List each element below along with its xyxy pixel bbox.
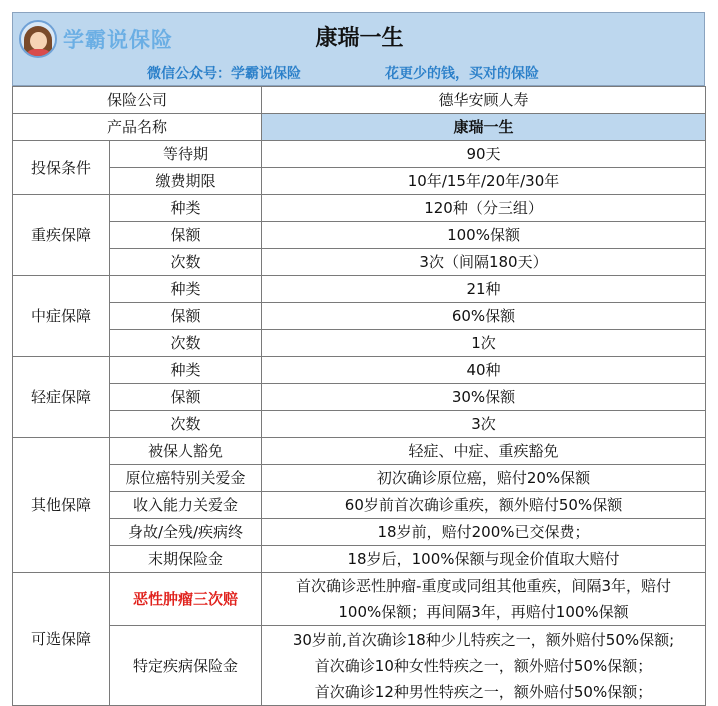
other-item-label: 原位癌特别关爱金 xyxy=(110,465,262,492)
brand-name: 学霸说保险 xyxy=(63,28,173,52)
insure-category: 投保条件 xyxy=(13,141,110,195)
table-row xyxy=(13,168,706,195)
table-row xyxy=(13,465,706,492)
table-row xyxy=(13,87,706,114)
other-item-value: 18岁后，100%保额与现金价值取大赔付 xyxy=(262,546,706,573)
critical-category: 重疾保障 xyxy=(13,195,110,276)
other-category: 其他保障 xyxy=(13,438,110,573)
disease-rider-line: 首次确诊12种男性特疾之一，额外赔付50%保额； xyxy=(314,682,653,701)
product-label: 产品名称 xyxy=(13,114,262,141)
other-item-value: 18岁前，赔付200%已交保费； xyxy=(262,519,706,546)
mild-category: 轻症保障 xyxy=(13,357,110,438)
insure-item-value: 10年/15年/20年/30年 xyxy=(262,168,706,195)
critical-item-value: 3次（间隔180天） xyxy=(262,249,706,276)
product-value: 康瑞一生 xyxy=(262,114,706,141)
mild-item-value: 3次 xyxy=(262,411,706,438)
table-row xyxy=(13,438,706,465)
disease-rider-line: 首次确诊10种女性特疾之一，额外赔付50%保额； xyxy=(314,656,653,675)
mild-item-value: 30%保额 xyxy=(262,384,706,411)
cancer-rider-value xyxy=(262,573,706,626)
other-item-value: 轻症、中症、重疾豁免 xyxy=(262,438,706,465)
critical-item-value: 100%保额 xyxy=(262,222,706,249)
moderate-item-value: 1次 xyxy=(262,330,706,357)
moderate-item-label: 次数 xyxy=(110,330,262,357)
other-item-label: 身故/全残/疾病终 xyxy=(110,519,262,546)
table-row xyxy=(13,573,706,626)
moderate-item-value: 60%保额 xyxy=(262,303,706,330)
table-row xyxy=(13,249,706,276)
mild-item-label: 保额 xyxy=(110,384,262,411)
insure-item-label: 缴费期限 xyxy=(110,168,262,195)
disease-rider-value xyxy=(262,626,706,706)
company-value: 德华安顾人寿 xyxy=(262,87,706,114)
critical-item-value: 120种（分三组） xyxy=(262,195,706,222)
table-row xyxy=(13,141,706,168)
insure-item-label: 等待期 xyxy=(110,141,262,168)
sheet-header xyxy=(12,12,705,86)
table-row xyxy=(13,626,706,706)
disease-rider-line: 30岁前,首次确诊18种少儿特疾之一，额外赔付50%保额; xyxy=(292,630,675,649)
disease-rider-label: 特定疾病保险金 xyxy=(110,626,262,706)
critical-item-label: 保额 xyxy=(110,222,262,249)
moderate-item-label: 保额 xyxy=(110,303,262,330)
other-item-label: 收入能力关爱金 xyxy=(110,492,262,519)
wechat-account: 微信公众号：学霸说保险 xyxy=(147,66,301,82)
company-label: 保险公司 xyxy=(13,87,262,114)
table-row xyxy=(13,357,706,384)
other-item-value: 初次确诊原位癌，赔付20%保额 xyxy=(262,465,706,492)
cancer-rider-label: 恶性肿瘤三次赔 xyxy=(110,573,262,626)
slogan: 花更少的钱，买对的保险 xyxy=(385,66,539,82)
page-title: 康瑞一生 xyxy=(315,26,404,51)
table-row xyxy=(13,303,706,330)
cancer-rider-line: 首次确诊恶性肿瘤-重度或同组其他重疾，间隔3年，赔付 xyxy=(296,577,671,595)
insure-item-value: 90天 xyxy=(262,141,706,168)
table-row xyxy=(13,411,706,438)
table-row xyxy=(13,384,706,411)
optional-category: 可选保障 xyxy=(13,573,110,706)
table-row xyxy=(13,519,706,546)
table-row xyxy=(13,195,706,222)
moderate-item-label: 种类 xyxy=(110,276,262,303)
mild-item-label: 种类 xyxy=(110,357,262,384)
other-item-label: 被保人豁免 xyxy=(110,438,262,465)
table-row xyxy=(13,222,706,249)
table-row xyxy=(13,492,706,519)
moderate-category: 中症保障 xyxy=(13,276,110,357)
critical-item-label: 次数 xyxy=(110,249,262,276)
table-row xyxy=(13,546,706,573)
product-table xyxy=(12,86,706,706)
table-row xyxy=(13,276,706,303)
moderate-item-value: 21种 xyxy=(262,276,706,303)
table-row xyxy=(13,330,706,357)
mild-item-value: 40种 xyxy=(262,357,706,384)
other-item-label: 末期保险金 xyxy=(110,546,262,573)
mild-item-label: 次数 xyxy=(110,411,262,438)
critical-item-label: 种类 xyxy=(110,195,262,222)
other-item-value: 60岁前首次确诊重疾，额外赔付50%保额 xyxy=(262,492,706,519)
product-comparison-sheet xyxy=(12,12,705,701)
cancer-rider-line: 100%保额；再间隔3年，再赔付100%保额 xyxy=(338,603,629,621)
table-row xyxy=(13,114,706,141)
